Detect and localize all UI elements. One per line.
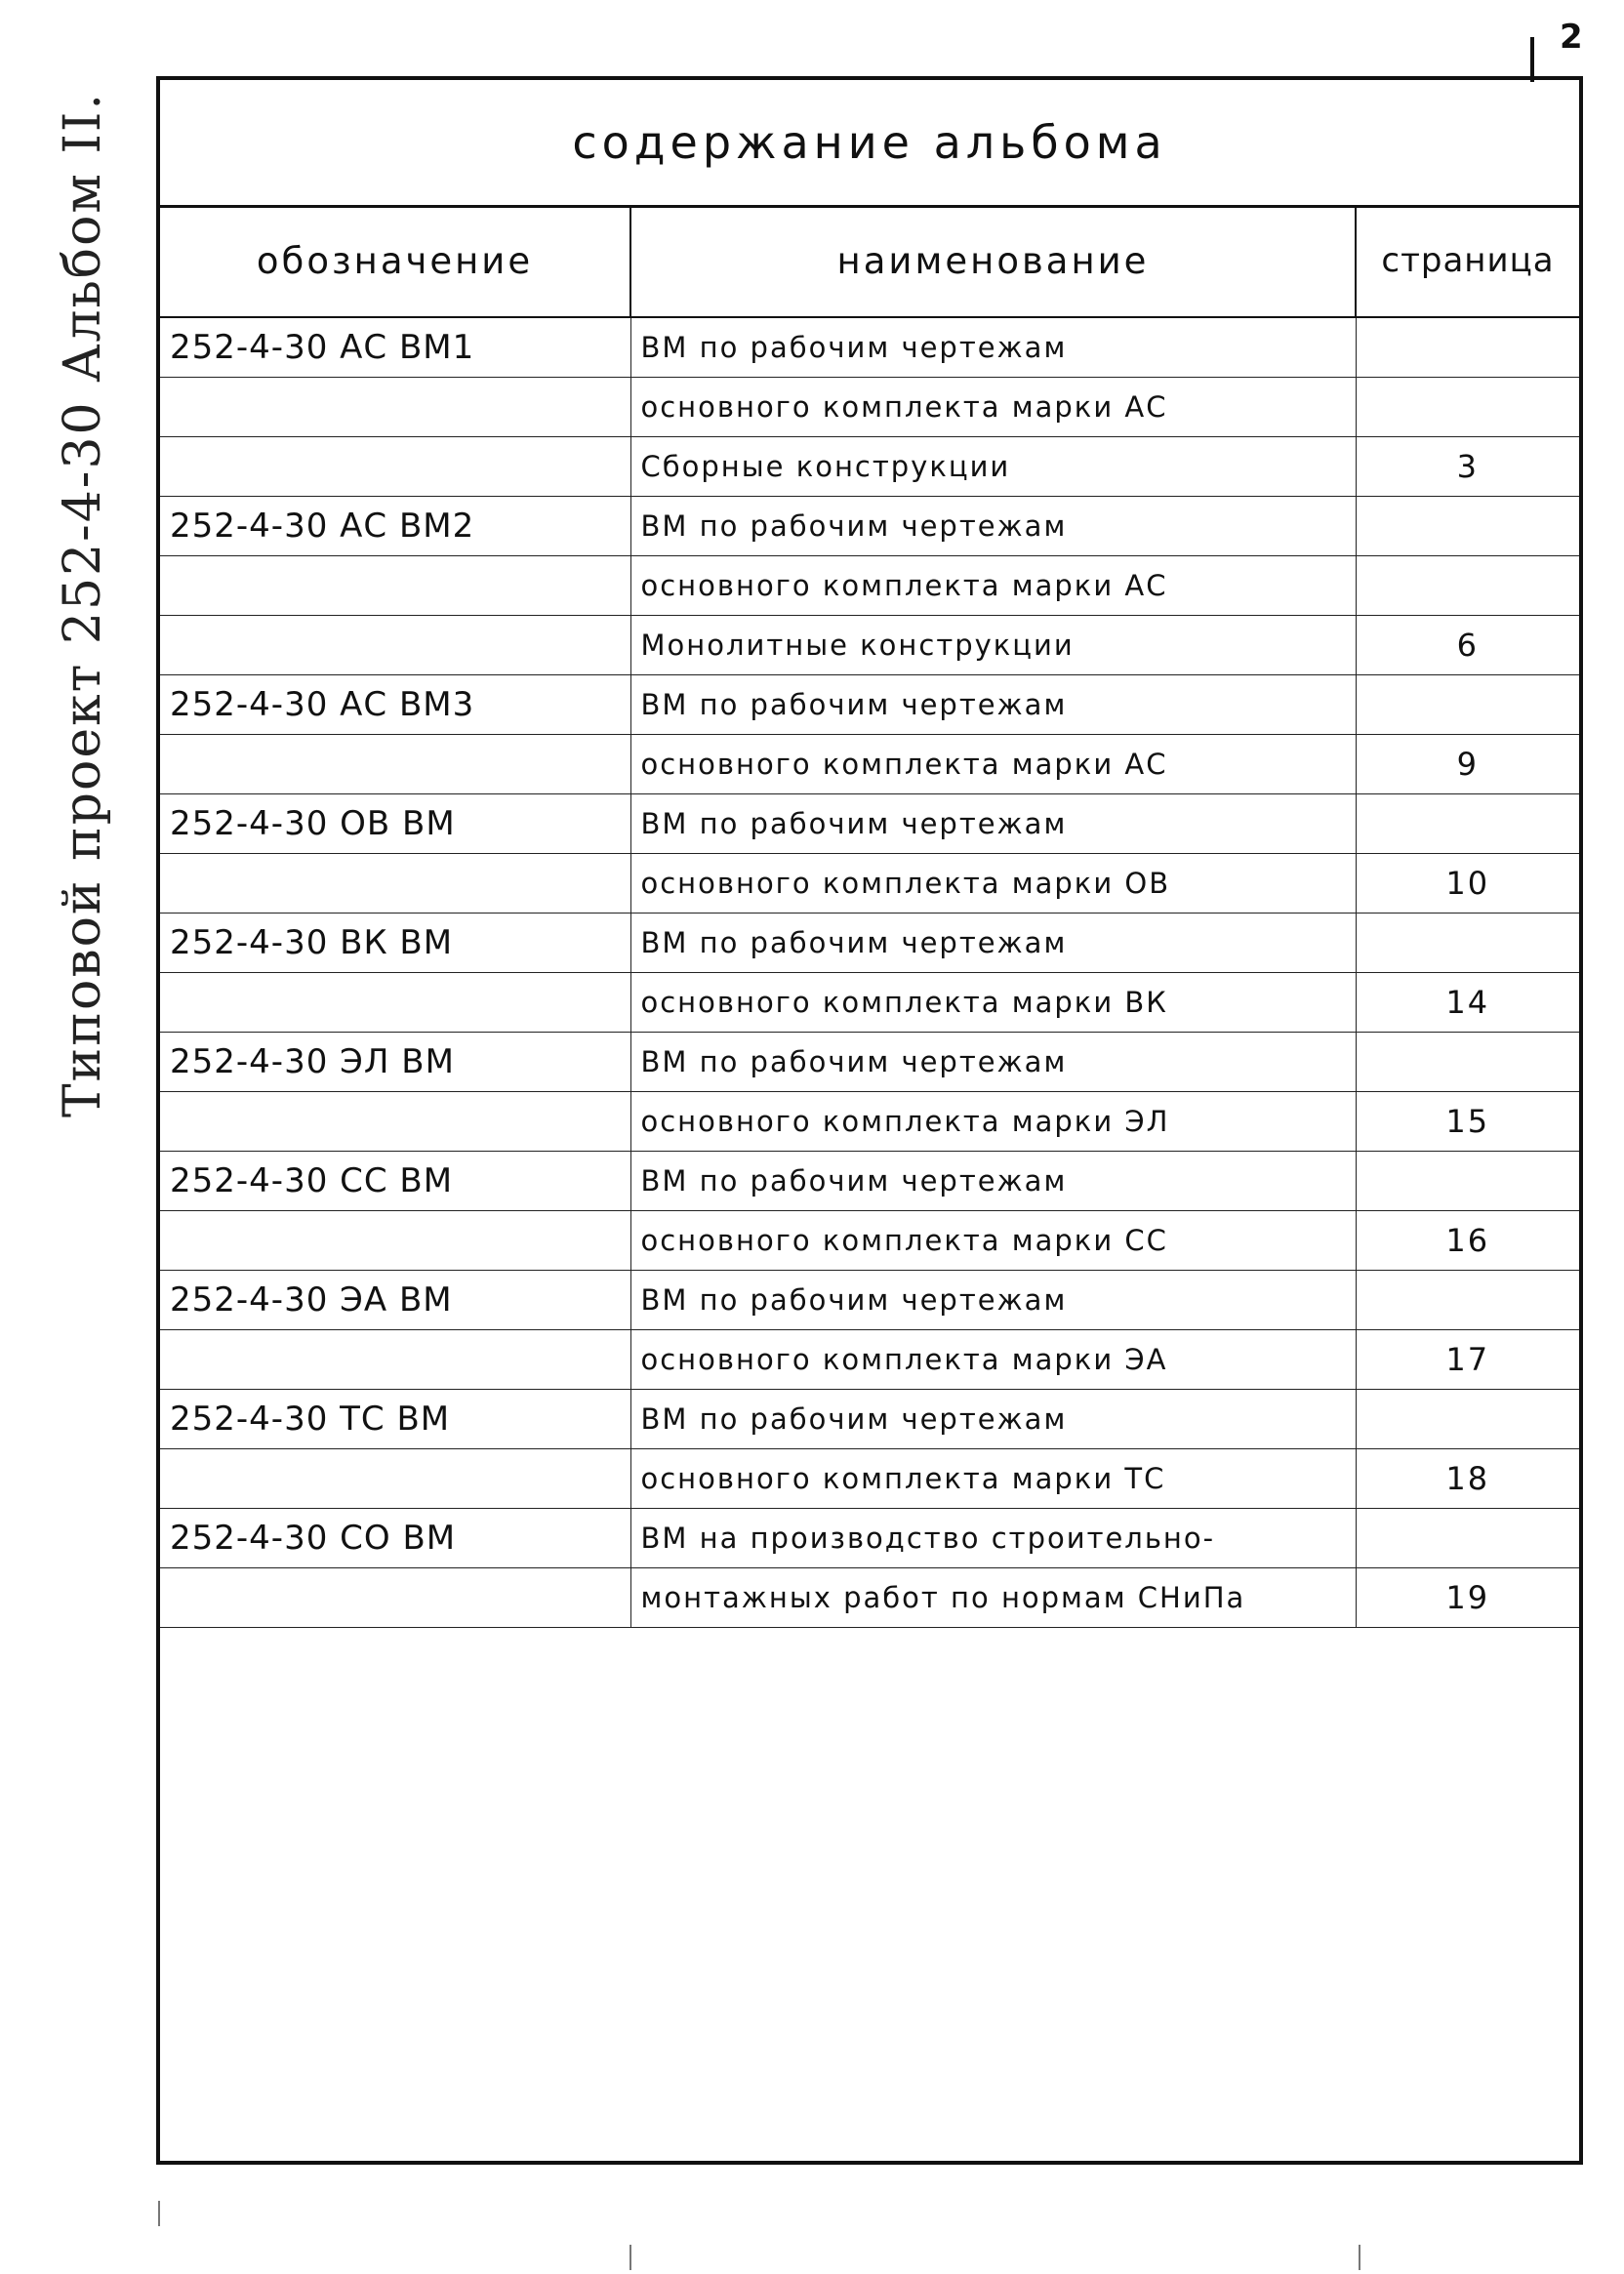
row-page (1356, 556, 1579, 616)
row-name: основного комплекта марки ЭЛ (630, 1092, 1356, 1152)
page-number: 2 (1560, 18, 1583, 57)
row-page: 14 (1356, 973, 1579, 1033)
row-name: монтажных работ по нормам СНиПа (630, 1568, 1356, 1628)
row-page (1356, 794, 1579, 854)
row-page (1356, 1271, 1579, 1330)
row-name: ВМ по рабочим чертежам (630, 794, 1356, 854)
table-row (160, 1271, 1579, 1330)
table-row (160, 497, 1579, 556)
row-name: ВМ по рабочим чертежам (630, 497, 1356, 556)
table-body (160, 317, 1579, 1628)
margin-tick (1359, 2245, 1360, 2270)
row-page: 16 (1356, 1211, 1579, 1271)
row-designation: 252-4-30 ЭЛ ВМ (160, 1033, 630, 1092)
row-name: основного комплекта марки ТС (630, 1449, 1356, 1509)
row-designation (160, 854, 630, 914)
table-row (160, 1509, 1579, 1568)
header-name: наименование (630, 205, 1356, 317)
contents-table (160, 205, 1579, 1628)
row-designation (160, 556, 630, 616)
row-designation (160, 616, 630, 675)
row-name: основного комплекта марки СС (630, 1211, 1356, 1271)
table-row (160, 854, 1579, 914)
row-designation (160, 1568, 630, 1628)
row-designation (160, 378, 630, 437)
table-row (160, 378, 1579, 437)
row-name: основного комплекта марки АС (630, 735, 1356, 794)
row-designation (160, 1211, 630, 1271)
row-page (1356, 378, 1579, 437)
row-page: 18 (1356, 1449, 1579, 1509)
row-designation (160, 437, 630, 497)
row-page: 9 (1356, 735, 1579, 794)
table-row (160, 1568, 1579, 1628)
row-page (1356, 1509, 1579, 1568)
row-designation: 252-4-30 ВК ВМ (160, 914, 630, 973)
row-designation: 252-4-30 ТС ВМ (160, 1390, 630, 1449)
row-name: ВМ по рабочим чертежам (630, 1033, 1356, 1092)
row-page (1356, 1152, 1579, 1211)
drawing-frame (156, 76, 1583, 2165)
row-page (1356, 317, 1579, 378)
table-row (160, 1390, 1579, 1449)
table-row (160, 1211, 1579, 1271)
album-title: содержание альбома (160, 80, 1579, 208)
margin-tick (629, 2245, 631, 2270)
row-designation: 252-4-30 СО ВМ (160, 1509, 630, 1568)
row-page: 10 (1356, 854, 1579, 914)
row-designation: 252-4-30 ЭА ВМ (160, 1271, 630, 1330)
row-name: ВМ по рабочим чертежам (630, 675, 1356, 735)
row-name: ВМ по рабочим чертежам (630, 1390, 1356, 1449)
table-row (160, 437, 1579, 497)
table-row (160, 556, 1579, 616)
header-row (160, 205, 1579, 317)
row-name: ВМ по рабочим чертежам (630, 317, 1356, 378)
row-name: ВМ по рабочим чертежам (630, 1152, 1356, 1211)
table-row (160, 1033, 1579, 1092)
table-row (160, 914, 1579, 973)
row-designation (160, 1449, 630, 1509)
row-name: Монолитные конструкции (630, 616, 1356, 675)
table-row (160, 973, 1579, 1033)
table-row (160, 1449, 1579, 1509)
row-page: 17 (1356, 1330, 1579, 1390)
row-page: 19 (1356, 1568, 1579, 1628)
row-name: ВМ на производство строительно- (630, 1509, 1356, 1568)
row-page (1356, 914, 1579, 973)
row-name: основного комплекта марки АС (630, 556, 1356, 616)
table-row (160, 735, 1579, 794)
side-label: Типовой проект 252-4-30 Альбом II. (54, 92, 112, 1117)
table-row (160, 317, 1579, 378)
row-designation: 252-4-30 АС ВМ1 (160, 317, 630, 378)
row-designation: 252-4-30 АС ВМ2 (160, 497, 630, 556)
table-row (160, 794, 1579, 854)
row-designation: 252-4-30 ОВ ВМ (160, 794, 630, 854)
row-designation (160, 973, 630, 1033)
row-name: основного комплекта марки ВК (630, 973, 1356, 1033)
header-page: страница (1356, 205, 1579, 317)
row-designation (160, 735, 630, 794)
row-designation (160, 1092, 630, 1152)
row-name: основного комплекта марки АС (630, 378, 1356, 437)
row-page (1356, 1390, 1579, 1449)
row-page (1356, 675, 1579, 735)
row-name: ВМ по рабочим чертежам (630, 1271, 1356, 1330)
table-row (160, 616, 1579, 675)
row-name: основного комплекта марки ЭА (630, 1330, 1356, 1390)
row-designation (160, 1330, 630, 1390)
header-designation: обозначение (160, 205, 630, 317)
row-designation: 252-4-30 АС ВМ3 (160, 675, 630, 735)
row-name: ВМ по рабочим чертежам (630, 914, 1356, 973)
row-page: 15 (1356, 1092, 1579, 1152)
row-page: 6 (1356, 616, 1579, 675)
table-row (160, 1330, 1579, 1390)
row-designation: 252-4-30 СС ВМ (160, 1152, 630, 1211)
table-row (160, 1152, 1579, 1211)
row-name: Сборные конструкции (630, 437, 1356, 497)
margin-tick (158, 2201, 160, 2226)
table-row (160, 675, 1579, 735)
row-name: основного комплекта марки ОВ (630, 854, 1356, 914)
row-page: 3 (1356, 437, 1579, 497)
row-page (1356, 497, 1579, 556)
row-page (1356, 1033, 1579, 1092)
table-row (160, 1092, 1579, 1152)
